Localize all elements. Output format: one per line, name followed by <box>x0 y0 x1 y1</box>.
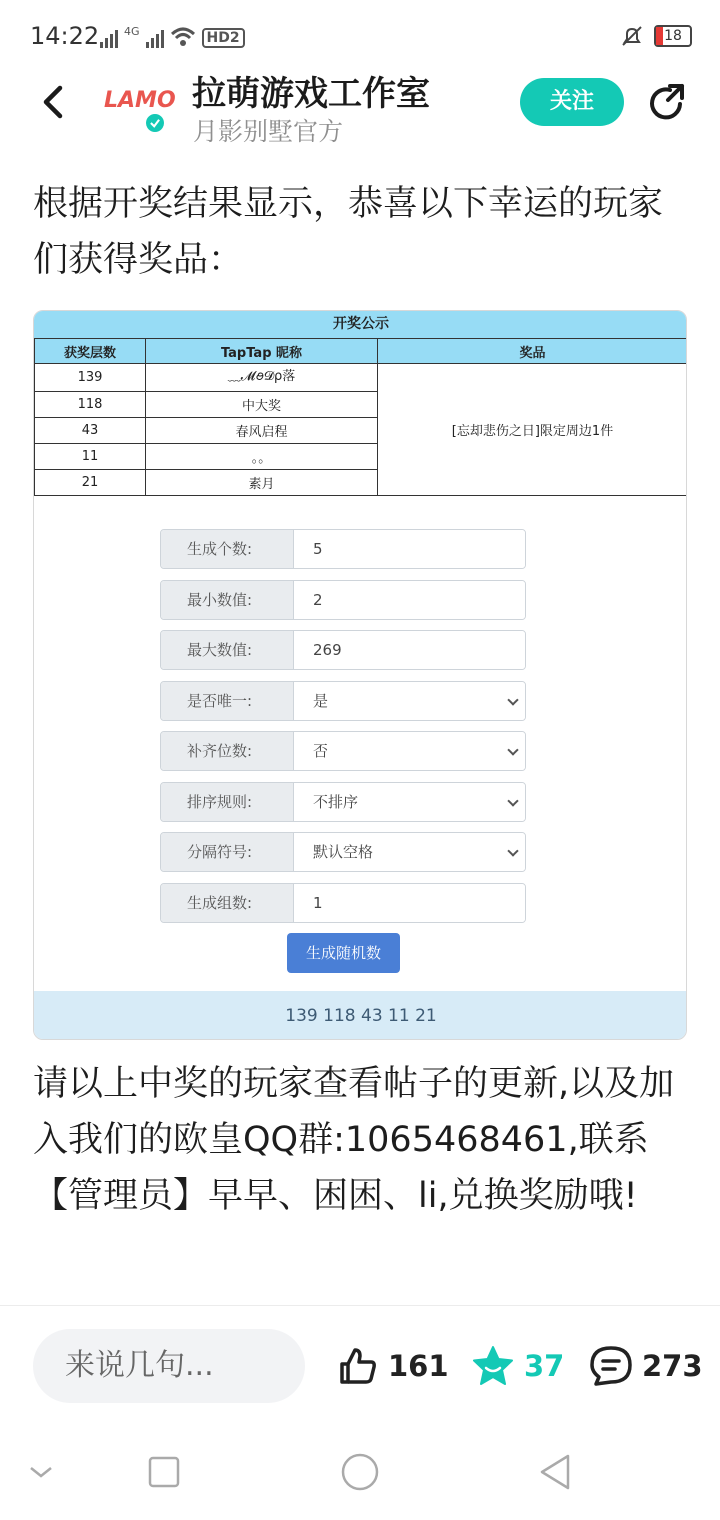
battery-level: 18 <box>664 28 682 44</box>
generator-result: 139 118 43 11 21 <box>34 991 687 1040</box>
verified-badge-icon <box>144 112 166 134</box>
nav-home-icon[interactable] <box>340 1452 380 1492</box>
select-value: 否 <box>313 742 329 760</box>
nav-back-icon[interactable] <box>538 1452 572 1492</box>
generator-field <box>160 681 526 721</box>
nickname-cell: ﹏𝓜ꪮ𝓓ρ落 <box>146 364 378 392</box>
nickname-cell: 素月 <box>146 470 378 496</box>
star-icon <box>470 1344 516 1388</box>
field-label: 生成组数: <box>161 884 294 922</box>
logo-text: LAMO <box>104 88 176 113</box>
field-label: 分隔符号: <box>161 833 294 871</box>
back-arrow-icon[interactable] <box>36 80 76 124</box>
floor-cell: 118 <box>35 392 146 418</box>
floor-cell: 21 <box>35 470 146 496</box>
like-button[interactable] <box>336 1340 449 1392</box>
thumbs-up-icon <box>336 1344 380 1388</box>
field-value: 1 <box>294 884 525 922</box>
divider <box>0 1305 720 1306</box>
generate-button: 生成随机数 <box>287 933 400 973</box>
nickname-cell: 春风启程 <box>146 418 378 444</box>
floor-cell: 11 <box>35 444 146 470</box>
field-value: 269 <box>294 631 525 669</box>
favorite-button[interactable] <box>470 1340 564 1392</box>
post-outro-text: 请以上中奖的玩家查看帖子的更新,以及加入我们的欧皇QQ群:1065468461,联系【管理员】早早、困困、li,兑换奖励哦! <box>33 1064 675 1216</box>
signal-icon-2 <box>146 28 164 48</box>
network-type: 4G <box>124 25 140 38</box>
field-label: 补齐位数: <box>161 732 294 770</box>
post-intro-text: 根据开奖结果显示，恭喜以下幸运的玩家们获得奖品： <box>33 184 664 280</box>
select-value: 默认空格 <box>313 843 374 861</box>
field-value: 5 <box>294 530 525 568</box>
post-image[interactable] <box>33 310 687 1040</box>
column-header: TapTap 昵称 <box>146 339 378 364</box>
field-select <box>294 783 525 821</box>
system-nav-bar <box>0 1430 720 1520</box>
table-row <box>35 364 688 392</box>
comment-count: 273 <box>642 1349 703 1383</box>
column-header: 获奖层数 <box>35 339 146 364</box>
chevron-down-icon <box>507 845 518 856</box>
random-generator-form <box>160 529 526 933</box>
prize-cell: [忘却悲伤之日]限定周边1件 <box>378 364 688 496</box>
share-icon[interactable] <box>646 80 690 124</box>
generator-field <box>160 630 526 670</box>
field-select <box>294 682 525 720</box>
field-label: 生成个数: <box>161 530 294 568</box>
field-select <box>294 732 525 770</box>
generator-field <box>160 529 526 569</box>
chevron-down-icon <box>507 795 518 806</box>
floor-cell: 139 <box>35 364 146 392</box>
wifi-icon <box>170 26 196 48</box>
generator-field <box>160 883 526 923</box>
comment-input[interactable]: 来说几句... <box>33 1329 305 1403</box>
generator-field <box>160 731 526 771</box>
field-label: 是否唯一: <box>161 682 294 720</box>
generator-field <box>160 580 526 620</box>
nickname-cell: 。。 <box>146 444 378 470</box>
select-value: 是 <box>313 691 329 710</box>
field-label: 最小数值: <box>161 581 294 619</box>
chevron-down-icon <box>507 744 518 755</box>
column-header: 奖品 <box>378 339 688 364</box>
status-indicators <box>100 26 245 48</box>
generator-field <box>160 782 526 822</box>
nickname-cell: 中大奖 <box>146 392 378 418</box>
floor-cell: 43 <box>35 418 146 444</box>
post-header <box>0 60 720 150</box>
chevron-down-icon <box>507 694 518 705</box>
nav-recents-icon[interactable] <box>148 1452 180 1492</box>
signal-icon <box>100 28 118 48</box>
mute-bell-icon <box>620 24 644 48</box>
hd-badge: HD2 <box>202 28 245 48</box>
author-avatar[interactable] <box>100 80 176 132</box>
author-tag: 月影别墅官方 <box>193 117 344 146</box>
follow-button[interactable]: 关注 <box>520 78 624 126</box>
author-name[interactable]: 拉萌游戏工作室 <box>192 74 430 114</box>
comment-bubble-icon <box>588 1344 634 1388</box>
generator-field <box>160 832 526 872</box>
status-right <box>620 24 692 48</box>
nav-hide-icon[interactable] <box>28 1452 54 1492</box>
field-label: 最大数值: <box>161 631 294 669</box>
field-label: 排序规则: <box>161 783 294 821</box>
winners-table <box>34 338 687 496</box>
announcement-title: 开奖公示 <box>34 311 687 338</box>
field-value: 2 <box>294 581 525 619</box>
favorite-count: 37 <box>524 1349 565 1383</box>
select-value: 不排序 <box>313 792 359 811</box>
status-time: 14:22 <box>30 22 100 50</box>
field-select <box>294 833 525 871</box>
battery-icon <box>654 25 692 47</box>
comment-button[interactable] <box>588 1340 703 1392</box>
like-count: 161 <box>388 1349 449 1383</box>
